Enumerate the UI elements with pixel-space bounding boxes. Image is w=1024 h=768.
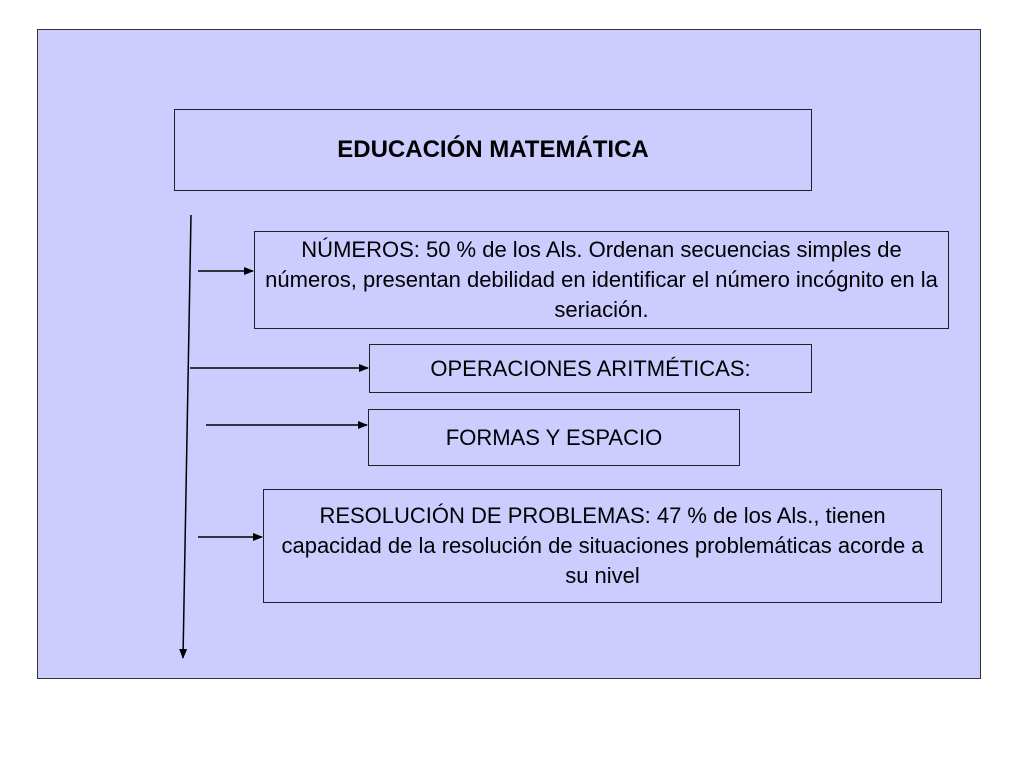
vertical-timeline-arrow xyxy=(183,215,191,658)
resolucion-text: RESOLUCIÓN DE PROBLEMAS: 47 % de los Als., tienen capacidad de la resolución de situaciones problemáticas acorde a su nivel xyxy=(281,503,924,588)
title-box xyxy=(174,109,812,191)
resolucion-box xyxy=(263,489,942,603)
slide-canvas xyxy=(37,29,981,679)
numeros-box xyxy=(254,231,949,329)
operaciones-box xyxy=(369,344,812,393)
formas-box xyxy=(368,409,740,466)
numeros-text: NÚMEROS: 50 % de los Als. Ordenan secuencias simples de números, presentan debilidad en identificar el número incógnito en la seriación. xyxy=(265,237,938,322)
operaciones-text: OPERACIONES ARITMÉTICAS: xyxy=(430,355,751,381)
diagram-title: EDUCACIÓN MATEMÁTICA xyxy=(337,136,649,163)
formas-text: FORMAS Y ESPACIO xyxy=(445,424,663,450)
